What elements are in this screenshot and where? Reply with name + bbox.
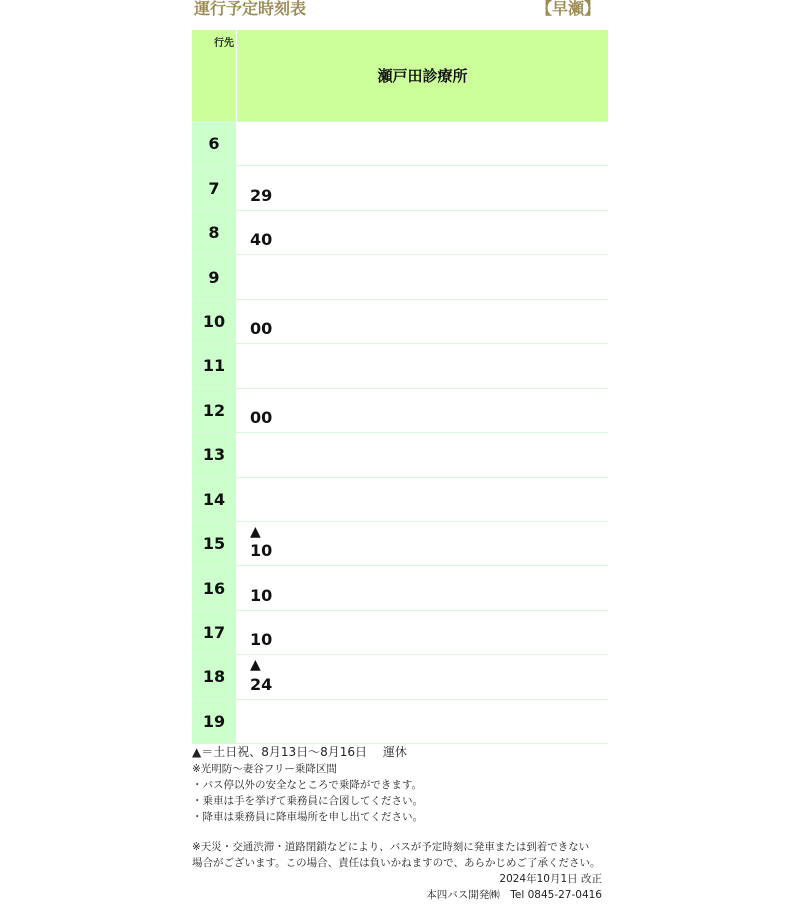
notes-section	[192, 743, 608, 903]
table-header	[192, 30, 608, 122]
revision-date: 2024年10月1日 改正	[499, 873, 602, 885]
note-disclaimer-2: 場合がございます。この場合、責任は負いかねますので、あらかじめご了承ください。	[192, 857, 601, 869]
hour-cell: 17	[192, 611, 237, 654]
hour-cell: 15	[192, 522, 237, 565]
table-row	[192, 300, 608, 344]
hour-cell: 11	[192, 344, 237, 387]
table-row	[192, 522, 608, 566]
table-row	[192, 166, 608, 210]
hour-cell: 19	[192, 700, 237, 743]
timetable	[192, 0, 608, 744]
destination-label: 行先	[214, 38, 234, 49]
departure-minute: 24	[250, 674, 273, 694]
page-title: 運行予定時刻表	[194, 0, 307, 18]
departure-cell	[237, 255, 608, 298]
note-free-3: ・降車は乗務員に降車場所を申し出てください。	[192, 811, 423, 823]
table-row	[192, 611, 608, 655]
table-row	[192, 433, 608, 477]
departure-cell	[237, 166, 608, 209]
departure-cell	[237, 566, 608, 609]
departure-minute: 10	[250, 630, 273, 650]
hour-cell: 18	[192, 655, 237, 698]
notes-spacer	[192, 825, 608, 839]
departure-cell	[237, 122, 608, 165]
table-row	[192, 566, 608, 610]
title-bar	[192, 0, 608, 30]
weekday-only-mark: ▲	[250, 657, 261, 674]
departure-minute: 00	[250, 319, 273, 339]
table-row	[192, 122, 608, 166]
table-row	[192, 655, 608, 699]
timetable-grid	[192, 30, 608, 744]
departure-cell	[237, 344, 608, 387]
hour-cell: 14	[192, 478, 237, 521]
departure-cell	[237, 478, 608, 521]
hour-cell: 7	[192, 166, 237, 209]
weekday-only-mark: ▲	[250, 523, 261, 540]
destination-header: 瀬戸田診療所	[237, 30, 608, 121]
hour-cell: 6	[192, 122, 237, 165]
departure-minute: 10	[250, 585, 273, 605]
departure-cell	[237, 655, 608, 698]
table-row	[192, 255, 608, 299]
departure-cell	[237, 389, 608, 432]
departure-minute: 00	[250, 408, 273, 428]
table-row	[192, 344, 608, 388]
hour-cell: 10	[192, 300, 237, 343]
hour-column-header	[192, 30, 237, 121]
hour-cell: 12	[192, 389, 237, 432]
hour-cell: 16	[192, 566, 237, 609]
departure-minute: 10	[250, 541, 273, 561]
departure-cell	[237, 522, 608, 565]
hour-cell: 9	[192, 255, 237, 298]
company-contact: 本四バス開発㈱ Tel 0845-27-0416	[426, 889, 602, 901]
table-row	[192, 389, 608, 433]
stop-name: 【早瀬】	[535, 0, 600, 18]
note-free-section: ※光明防〜妻谷フリー乗降区間	[192, 763, 337, 775]
hour-cell: 13	[192, 433, 237, 476]
departure-minute: 40	[250, 230, 273, 250]
departure-cell	[237, 700, 608, 743]
departure-cell	[237, 211, 608, 254]
table-row	[192, 211, 608, 255]
note-disclaimer-1: ※天災・交通渋滞・道路閉鎖などにより、バスが予定時刻に発車または到着できない	[192, 841, 590, 853]
hour-cell: 8	[192, 211, 237, 254]
departure-cell	[237, 433, 608, 476]
table-row	[192, 478, 608, 522]
departure-cell	[237, 611, 608, 654]
note-free-1: ・バス停以外の安全なところで乗降ができます。	[192, 779, 423, 791]
note-free-2: ・乗車は手を挙げて乗務員に合図してください。	[192, 795, 423, 807]
timetable-rows	[192, 122, 608, 744]
table-row	[192, 700, 608, 744]
departure-cell	[237, 300, 608, 343]
note-holiday: ▲＝土日祝、8月13日〜8月16日 運休	[192, 745, 407, 759]
departure-minute: 29	[250, 185, 273, 205]
